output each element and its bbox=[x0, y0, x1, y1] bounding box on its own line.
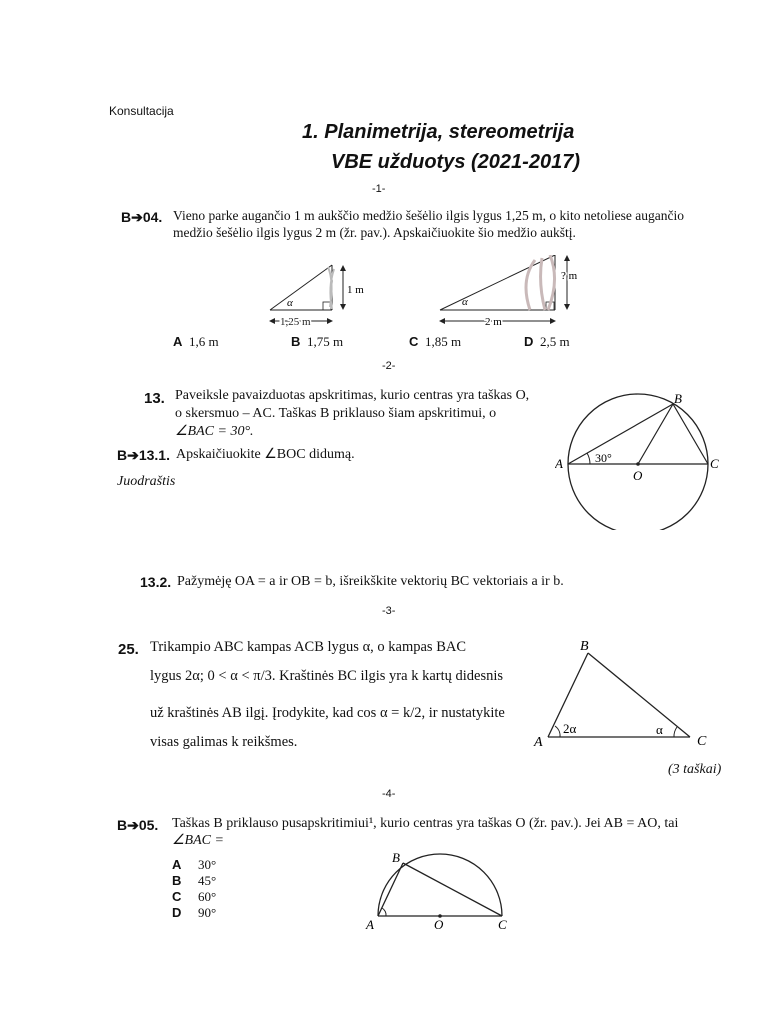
q4-option-d-value: 90° bbox=[198, 905, 217, 920]
q3-fig-label-c: C bbox=[697, 734, 707, 749]
q1-text-line2: medžio šešėlio ilgis lygus 2 m (žr. pav.). Apskaičiuokite šio medžio aukštį. bbox=[173, 225, 576, 240]
q4-option-a-letter: A bbox=[172, 857, 182, 872]
q1-option-c-value: 1,85 m bbox=[425, 334, 462, 349]
q3-line1: Trikampio ABC kampas ACB lygus α, o kampas BAC bbox=[150, 639, 467, 655]
q1-option-d-letter: D bbox=[524, 334, 534, 349]
q4-fig-label-b: B bbox=[392, 850, 400, 865]
page-number-1: -1- bbox=[372, 183, 386, 195]
q2-sub2-tag: 13.2. bbox=[140, 574, 172, 590]
q1-small-angle: α bbox=[287, 297, 293, 309]
q2-text-line3: ∠BAC = 30°. bbox=[175, 424, 254, 439]
q3-points: (3 taškai) bbox=[668, 762, 722, 777]
q4-fig-label-c: C bbox=[498, 917, 507, 932]
q4-line2: ∠BAC = bbox=[172, 833, 224, 848]
q3-fig-label-b: B bbox=[580, 639, 589, 654]
q2-sub1-text: Apskaičiuokite ∠BOC didumą. bbox=[176, 447, 355, 462]
q1-option-a bbox=[173, 334, 219, 350]
q4-fig-label-o: O bbox=[434, 917, 444, 932]
q1-option-b bbox=[291, 334, 343, 350]
q1-option-b-value: 1,75 m bbox=[307, 334, 344, 349]
q1-text-line1: Vieno parke augančio 1 m aukščio medžio šešėlio ilgis lygus 1,25 m, o kito netoliese augančio bbox=[173, 208, 684, 223]
q4-fig-label-a: A bbox=[366, 917, 374, 932]
q1-option-c-letter: C bbox=[409, 334, 419, 349]
q4-option-c bbox=[172, 889, 216, 905]
q2-text-line2: o skersmuo – AC. Taškas B priklauso šiam apskritimui, o bbox=[175, 406, 497, 421]
title-line-1: 1. Planimetrija, stereometrija bbox=[302, 121, 575, 143]
q1-option-d-value: 2,5 m bbox=[540, 334, 570, 349]
q1-small-height: 1 m bbox=[347, 284, 364, 296]
q1-shadow-figure bbox=[250, 255, 590, 330]
q3-line3: už kraštinės AB ilgį. Įrodykite, kad cos α = k/2, ir nustatykite bbox=[150, 705, 505, 721]
page-number-3: -3- bbox=[382, 605, 396, 617]
q4-tag: B➔05. bbox=[117, 817, 159, 833]
q3-number: 25. bbox=[118, 641, 139, 658]
q4-option-d bbox=[172, 905, 216, 921]
q4-line1: Taškas B priklauso pusapskritimiui¹, kurio centras yra taškas O (žr. pav.). Jei AB = AO, tai bbox=[172, 816, 679, 831]
title-line-2: VBE užduotys (2021-2017) bbox=[331, 151, 580, 173]
q2-sub2-text: Pažymėję OA = a ir OB = b, išreikškite vektorių BC vektoriais a ir b. bbox=[177, 574, 564, 589]
q1-option-b-letter: B bbox=[291, 334, 301, 349]
q3-fig-angle-c: α bbox=[656, 722, 663, 737]
q4-semicircle-figure bbox=[360, 845, 520, 935]
q1-large-height: ? m bbox=[561, 270, 578, 282]
q4-option-c-value: 60° bbox=[198, 889, 217, 904]
q4-option-c-letter: C bbox=[172, 889, 182, 904]
q1-option-c bbox=[409, 334, 461, 350]
q1-small-shadow: 1,25 m bbox=[280, 316, 311, 328]
q2-fig-label-b: B bbox=[674, 391, 682, 406]
page-number-4: -4- bbox=[382, 788, 396, 800]
large-tree-triangle bbox=[439, 255, 570, 324]
q3-fig-label-a: A bbox=[534, 735, 543, 750]
q1-large-shadow: 2 m bbox=[485, 316, 502, 328]
q2-sub1-tag: B➔13.1. bbox=[117, 447, 170, 463]
q2-fig-label-c: C bbox=[710, 456, 719, 471]
q4-option-b-value: 45° bbox=[198, 873, 217, 888]
q2-text-line1: Paveiksle pavaizduotas apskritimas, kurio centras yra taškas O, bbox=[175, 388, 530, 403]
q2-fig-label-a: A bbox=[555, 456, 563, 471]
q2-fig-label-o: O bbox=[633, 468, 643, 483]
q3-fig-angle-a: 2α bbox=[563, 721, 577, 736]
q1-tag: B➔04. bbox=[121, 209, 163, 225]
q4-option-a bbox=[172, 857, 216, 873]
page-number-2: -2- bbox=[382, 360, 396, 372]
q1-option-d bbox=[524, 334, 570, 350]
q3-triangle-figure bbox=[530, 633, 730, 753]
q3-line2: lygus 2α; 0 < α < π/3. Kraštinės BC ilgis yra k kartų didesnis bbox=[150, 668, 504, 684]
q4-option-b-letter: B bbox=[172, 873, 182, 888]
q3-line4: visas galimas k reikšmes. bbox=[150, 734, 298, 750]
q4-option-d-letter: D bbox=[172, 905, 182, 920]
header-label: Konsultacija bbox=[109, 104, 174, 118]
q1-option-a-value: 1,6 m bbox=[189, 334, 219, 349]
q2-draft-label: Juodraštis bbox=[117, 474, 176, 489]
q4-option-b bbox=[172, 873, 216, 889]
q4-option-a-value: 30° bbox=[198, 857, 217, 872]
q2-number: 13. bbox=[144, 390, 165, 407]
q2-fig-angle: 30° bbox=[595, 451, 612, 465]
q1-option-a-letter: A bbox=[173, 334, 183, 349]
q1-large-angle: α bbox=[462, 296, 468, 308]
q2-circle-figure bbox=[555, 385, 735, 530]
